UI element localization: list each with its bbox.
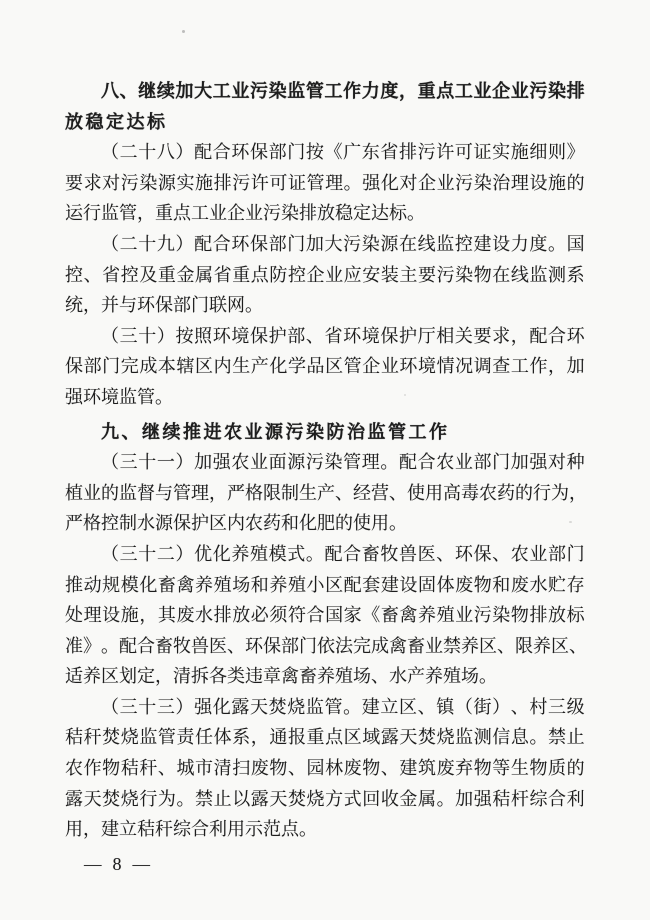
text-line: 运行监管，重点工业企业污染排放稳定达标。	[65, 203, 425, 224]
text-line: 推 动 规 模 化 畜 禽 养 殖 场 和 养 殖 小 区 配 套 建 设 固 体 废 物 和 废 水 贮 存	[65, 574, 585, 595]
text-line: 统，并与环保部门联网。	[65, 295, 263, 316]
heading-line: 放稳定达标	[65, 111, 168, 132]
scan-speck	[182, 30, 185, 33]
text-line: （ 三 十 ） 按 照 环 境 保 护 部 、 省 环 境 保 护 厅 相 关 要 求 ， 配 合 环	[101, 325, 585, 346]
footer-dash-left: —	[84, 854, 102, 874]
text-line: 准 》 。 配 合 畜 牧 兽 医 、 环 保 部 门 依 法 完 成 禽 畜 业 禁 养 区 、 限 养 区 、	[65, 635, 587, 656]
heading-line: 八 、 继 续 加 大 工 业 污 染 监 管 工 作 力 度 ， 重 点 工 业 企 业 污 染 排	[101, 81, 585, 101]
text-line: 严格控制水源保护区内农药和化肥的使用。	[65, 513, 407, 534]
text-line: （ 二 十 九 ） 配 合 环 保 部 门 加 大 污 染 源 在 线 监 控 建 设 力 度 。 国	[101, 233, 585, 254]
heading-line: 九、继续推进农业源污染防治监管工作	[101, 421, 450, 442]
text-line: 强环境监管。	[65, 386, 173, 407]
page-number: 8	[112, 854, 122, 874]
text-line: 要 求 对 污 染 源 实 施 排 污 许 可 证 管 理 。 强 化 对 企 业 污 染 治 理 设 施 的	[65, 172, 585, 193]
document-body	[65, 76, 585, 845]
text-line: （ 二 十 八 ） 配 合 环 保 部 门 按 《 广 东 省 排 污 许 可 证 实 施 细 则 》	[101, 142, 585, 163]
text-line: 植 业 的 监 督 与 管 理 ， 严 格 限 制 生 产 、 经 营 、 使 用 高 毒 农 药 的 行 为 ，	[65, 482, 587, 503]
text-line: 秸 秆 焚 烧 监 管 责 任 体 系 ， 通 报 重 点 区 域 露 天 焚 烧 监 测 信 息 。 禁 止	[65, 727, 585, 748]
text-line: 处 理 设 施 ， 其 废 水 排 放 必 须 符 合 国 家 《 畜 禽 养 殖 业 污 染 物 排 放 标	[65, 605, 585, 626]
text-line: 用，建立秸秆综合利用示范点。	[65, 819, 317, 840]
text-line: 适养区划定，清拆各类违章禽畜养殖场、水产养殖场。	[65, 666, 497, 687]
footer-dash-right: —	[132, 854, 150, 874]
text-line: 保 部 门 完 成 本 辖 区 内 生 产 化 学 品 区 管 企 业 环 境 情 况 调 查 工 作 ， 加	[65, 356, 585, 377]
page-footer	[84, 852, 150, 876]
scan-speck	[404, 394, 406, 396]
text-line: 农 作 物 秸 秆 、 城 市 清 扫 废 物 、 园 林 废 物 、 建 筑 废 弃 物 等 生 物 质 的	[65, 758, 585, 779]
text-line: 控 、 省 控 及 重 金 属 省 重 点 防 控 企 业 应 安 装 主 要 污 染 物 在 线 监 测 系	[65, 264, 585, 285]
text-line: 露 天 焚 烧 行 为 。 禁 止 以 露 天 焚 烧 方 式 回 收 金 属 。 加 强 秸 杆 综 合 利	[65, 788, 585, 809]
text-line: （ 三 十 一 ） 加 强 农 业 面 源 污 染 管 理 。 配 合 农 业 部 门 加 强 对 种	[101, 452, 585, 473]
text-line: （ 三 十 三 ） 强 化 露 天 焚 烧 监 管 。 建 立 区 、 镇 （ 街 ） 、 村 三 级	[101, 696, 585, 717]
scan-speck	[569, 521, 572, 523]
text-line: （ 三 十 二 ） 优 化 养 殖 模 式 。 配 合 畜 牧 兽 医 、 环 保 、 农 业 部 门	[101, 543, 585, 564]
